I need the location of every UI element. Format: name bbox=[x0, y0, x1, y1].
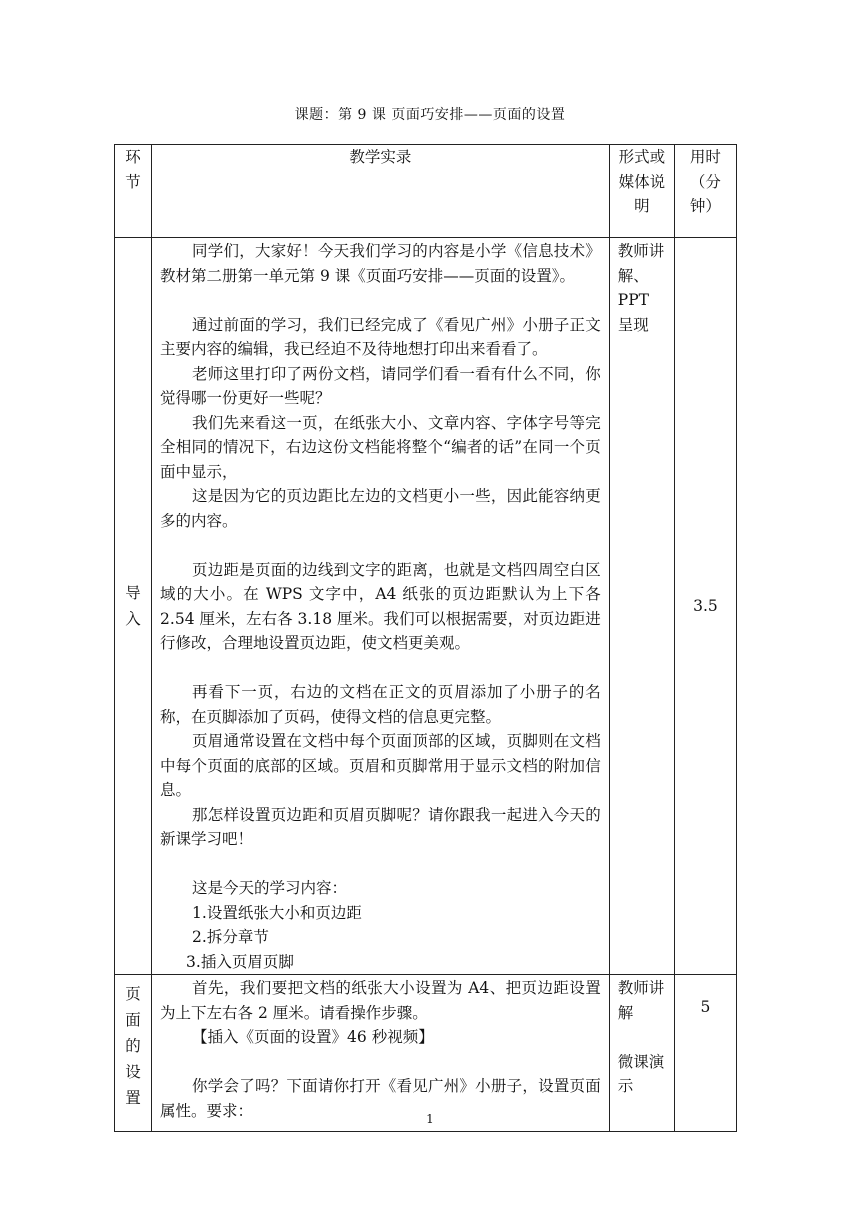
list-item: 1.设置纸张大小和页边距 bbox=[192, 903, 362, 922]
segment-page-setup bbox=[115, 975, 152, 1132]
blank-line bbox=[160, 852, 601, 877]
table-row-intro bbox=[115, 238, 737, 975]
blank-line bbox=[160, 533, 601, 558]
paragraph: 通过前面的学习，我们已经完成了《看见广州》小册子正文主要内容的编辑，我已经迫不及待地想打印出来看看了。 bbox=[160, 315, 601, 358]
paragraph: 这是今天的学习内容： bbox=[192, 879, 348, 897]
media-line: 示 bbox=[617, 1077, 634, 1095]
paragraph: 再看下一页，右边的文档在正文的页眉添加了小册子的名称，在页脚添加了页码，使得文档的信息更完整。 bbox=[160, 683, 601, 726]
header-media-line: 媒体说 bbox=[618, 172, 666, 191]
header-media bbox=[609, 145, 674, 238]
header-media-line: 明 bbox=[634, 197, 650, 215]
segment-char: 的 bbox=[125, 1037, 141, 1055]
paragraph: 你学会了吗？下面请你打开《看见广州》小册子，设置页面属性。要求： bbox=[160, 1077, 601, 1120]
media-line: 解、PPT bbox=[617, 266, 649, 309]
blank-line bbox=[160, 288, 601, 313]
paragraph: 页眉通常设置在文档中每个页面顶部的区域，页脚则在文档中每个页面的底部的区域。页眉和页脚常用于显示文档的附加信息。 bbox=[160, 732, 601, 799]
table-row-page-setup bbox=[115, 975, 737, 1132]
page-number: 1 bbox=[426, 1112, 434, 1126]
segment-char: 面 bbox=[125, 1011, 141, 1029]
segment-char: 导 bbox=[125, 584, 141, 602]
paragraph: 这是因为它的页边距比左边的文档更小一些，因此能容纳更多的内容。 bbox=[160, 487, 601, 530]
time-page-setup: 5 bbox=[674, 975, 736, 1132]
paragraph: 首先，我们要把文档的纸张大小设置为 A4、把页边距设置为上下左右各 2 厘米。请看操作步骤。 bbox=[160, 979, 601, 1022]
header-segment-line: 环 bbox=[125, 148, 141, 166]
header-time-line: （分 bbox=[689, 172, 721, 191]
header-segment bbox=[115, 145, 152, 238]
paragraph: 同学们，大家好！今天我们学习的内容是小学《信息技术》教材第二册第一单元第 9 课《页面巧安排——页面的设置》。 bbox=[160, 242, 601, 285]
blank-line bbox=[160, 1050, 601, 1075]
paragraph: 那怎样设置页边距和页眉页脚呢？请你跟我一起进入今天的新课学习吧！ bbox=[160, 805, 601, 848]
table-header-row bbox=[115, 145, 737, 238]
header-segment-line: 节 bbox=[125, 172, 141, 191]
lesson-table bbox=[114, 144, 737, 1132]
segment-char: 设 bbox=[125, 1063, 141, 1081]
segment-char: 置 bbox=[125, 1089, 141, 1107]
header-time bbox=[674, 145, 736, 238]
media-line: 微课演 bbox=[617, 1052, 665, 1071]
paragraph: 我们先来看这一页，在纸张大小、文章内容、字体字号等完全相同的情况下，右边这份文档能将整个“编者的话”在同一个页面中显示， bbox=[160, 413, 601, 481]
segment-char: 入 bbox=[125, 610, 141, 628]
media-line: 教师讲 bbox=[617, 979, 665, 997]
blank-line bbox=[618, 1025, 668, 1050]
record-intro bbox=[152, 238, 610, 975]
header-media-line: 形式或 bbox=[618, 148, 666, 166]
header-record: 教学实录 bbox=[152, 145, 610, 238]
header-time-line: 钟） bbox=[689, 197, 721, 215]
lesson-title: 课题：第 9 课 页面巧安排——页面的设置 bbox=[294, 107, 566, 123]
paragraph: 【插入《页面的设置》46 秒视频】 bbox=[192, 1028, 434, 1046]
record-page-setup bbox=[152, 975, 610, 1132]
media-intro bbox=[609, 238, 674, 975]
media-page-setup bbox=[609, 975, 674, 1132]
media-line: 教师讲 bbox=[617, 242, 665, 260]
header-time-line: 用时 bbox=[689, 148, 721, 166]
segment-intro bbox=[115, 238, 152, 975]
blank-line bbox=[160, 656, 601, 681]
segment-char: 页 bbox=[125, 985, 141, 1003]
paragraph: 老师这里打印了两份文档，请同学们看一看有什么不同，你觉得哪一份更好一些呢？ bbox=[160, 364, 601, 407]
list-item: 2.拆分章节 bbox=[192, 928, 269, 946]
paragraph: 页边距是页面的边线到文字的距离，也就是文档四周空白区域的大小。在 WPS 文字中，A4 纸张的页边距默认为上下各 2.54 厘米，左右各 3.18 厘米。我们可以根据需要，对页边距进行修改，合理地设置页边距，使文档更美观。 bbox=[160, 560, 601, 652]
media-line: 解 bbox=[617, 1003, 634, 1022]
time-intro: 3.5 bbox=[674, 238, 736, 975]
list-item: 3.插入页眉页脚 bbox=[186, 952, 294, 971]
media-line: 呈现 bbox=[617, 315, 649, 334]
